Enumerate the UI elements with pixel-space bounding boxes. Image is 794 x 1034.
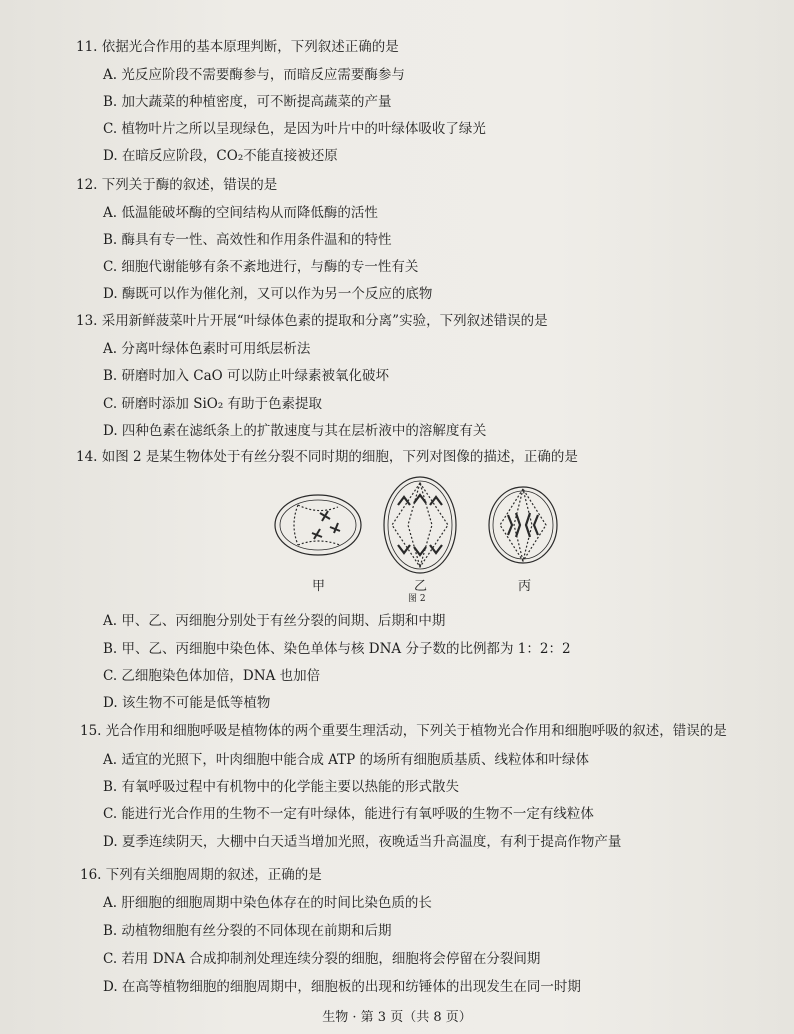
option-a: A. 适宜的光照下，叶肉细胞中能合成 ATP 的场所有细胞质基质、线粒体和叶绿体	[103, 752, 590, 768]
question-stem: 16. 下列有关细胞周期的叙述，正确的是	[80, 867, 322, 883]
option-c: C. 植物叶片之所以呈现绿色，是因为叶片中的叶绿体吸收了绿光	[103, 121, 486, 137]
option-c: C. 乙细胞染色体加倍，DNA 也加倍	[103, 668, 321, 684]
question-stem: 14. 如图 2 是某生物体处于有丝分裂不同时期的细胞，下列对图像的描述，正确的是	[76, 449, 578, 465]
option-a: A. 甲、乙、丙细胞分别处于有丝分裂的间期、后期和中期	[103, 613, 446, 629]
question-stem: 11. 依据光合作用的基本原理判断，下列叙述正确的是	[76, 39, 399, 55]
mitosis-cells-drawing	[268, 475, 568, 585]
option-d: D. 在高等植物细胞的细胞周期中，细胞板的出现和纺锤体的出现发生在同一时期	[103, 979, 581, 995]
figure-caption: 图 2	[408, 594, 426, 604]
option-d: D. 该生物不可能是低等植物	[103, 695, 271, 711]
option-b: B. 甲、乙、丙细胞中染色体、染色单体与核 DNA 分子数的比例都为 1：2：2	[103, 641, 571, 657]
question-stem: 13. 采用新鲜菠菜叶片开展“叶绿体色素的提取和分离”实验，下列叙述错误的是	[76, 313, 548, 329]
option-a: A. 肝细胞的细胞周期中染色体存在的时间比染色质的长	[103, 895, 432, 911]
option-c: C. 能进行光合作用的生物不一定有叶绿体，能进行有氧呼吸的生物不一定有线粒体	[103, 806, 594, 822]
option-a: A. 光反应阶段不需要酶参与，而暗反应需要酶参与	[103, 67, 405, 83]
option-b: B. 酶具有专一性、高效性和作用条件温和的特性	[103, 232, 392, 248]
page-footer: 生物 · 第 3 页（共 8 页）	[322, 1010, 472, 1025]
cell-bing	[489, 487, 557, 563]
label-yi: 乙	[414, 579, 428, 594]
option-b: B. 有氧呼吸过程中有机物中的化学能主要以热能的形式散失	[103, 779, 460, 795]
option-d: D. 在暗反应阶段，CO₂不能直接被还原	[103, 148, 338, 164]
question-stem: 15. 光合作用和细胞呼吸是植物体的两个重要生理活动，下列关于植物光合作用和细胞呼吸的叙述，错误的是	[80, 723, 727, 739]
option-b: B. 研磨时加入 CaO 可以防止叶绿素被氧化破坏	[103, 368, 390, 384]
question-stem: 12. 下列关于酶的叙述，错误的是	[76, 177, 278, 193]
option-d: D. 夏季连续阴天，大棚中白天适当增加光照，夜晚适当升高温度，有利于提高作物产量	[103, 834, 622, 850]
label-jia: 甲	[312, 579, 326, 594]
option-c: C. 研磨时添加 SiO₂ 有助于色素提取	[103, 396, 323, 412]
option-a: A. 低温能破坏酶的空间结构从而降低酶的活性	[103, 205, 378, 221]
option-a: A. 分离叶绿体色素时可用纸层析法	[103, 341, 311, 357]
cell-yi	[384, 477, 456, 573]
option-c: C. 细胞代谢能够有条不紊地进行，与酶的专一性有关	[103, 259, 419, 275]
option-d: D. 四种色素在滤纸条上的扩散速度与其在层析液中的溶解度有关	[103, 423, 487, 439]
label-bing: 丙	[518, 579, 532, 594]
option-b: B. 加大蔬菜的种植密度，可不断提高蔬菜的产量	[103, 94, 392, 110]
mitosis-figure	[268, 475, 568, 605]
option-d: D. 酶既可以作为催化剂，又可以作为另一个反应的底物	[103, 286, 433, 302]
option-b: B. 动植物细胞有丝分裂的不同体现在前期和后期	[103, 923, 392, 939]
option-c: C. 若用 DNA 合成抑制剂处理连续分裂的细胞，细胞将会停留在分裂间期	[103, 951, 541, 967]
cell-jia	[275, 495, 361, 555]
